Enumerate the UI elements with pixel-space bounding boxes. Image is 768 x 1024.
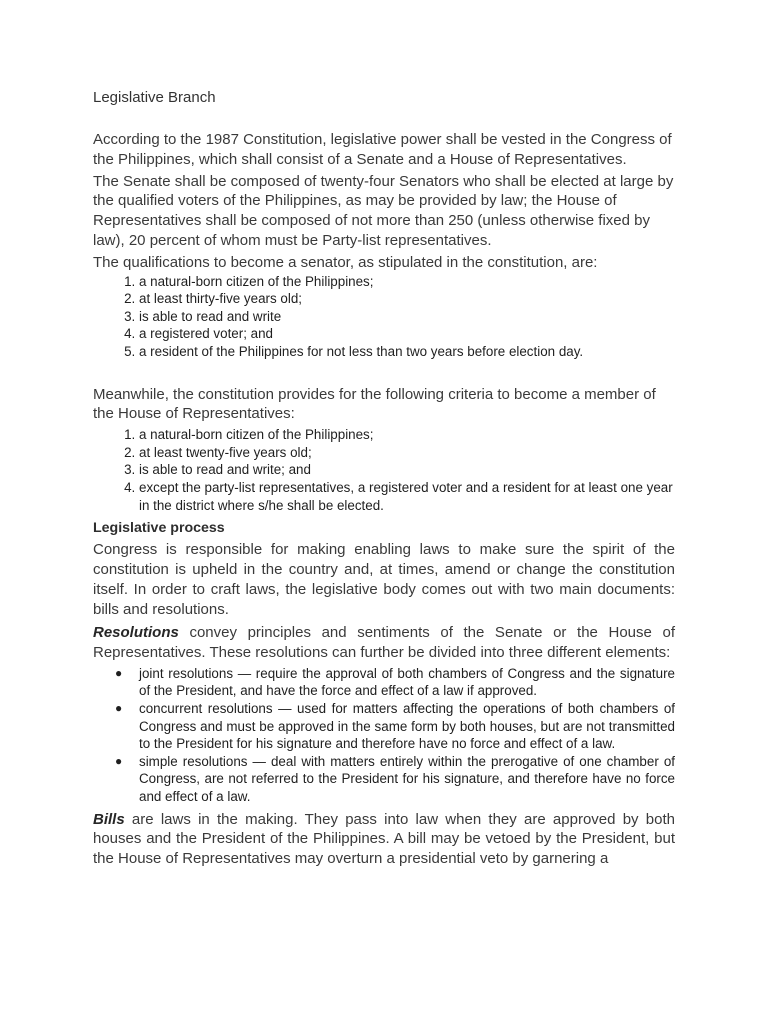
list-item (115, 665, 675, 700)
list-item: 2. at least thirty-five years old; (139, 290, 675, 308)
list-item: 5. a resident of the Philippines for not less than two years before election day. (139, 343, 675, 361)
legislative-process-paragraph: Congress is responsible for making enabling laws to make sure the spirit of the constitution is upheld in the country and, at times, amend or change the constitution itself. In order to craft laws, the legislative body comes out with two main documents: bills and resolutions. (93, 541, 675, 618)
list-item-text: concurrent resolutions — used for matters affecting the operations of both chambers of Congress and must be approved in the same form by both houses, but are not transmitted to the President for his signature and therefore have no force and effect of a law. (139, 701, 675, 752)
intro-paragraph-2: The Senate shall be composed of twenty-four Senators who shall be elected at large by the qualified voters of the Philippines, as may be provided by law; the House of Representatives shall be composed of not more than 250 (unless otherwise fixed by law), 20 percent of whom must be Party-list representatives. (93, 172, 674, 249)
house-qualifications-list (93, 426, 675, 514)
list-item-text: joint resolutions — require the approval of both chambers of Congress and the signature of the President, and have the force and effect of a law if approved. (139, 665, 675, 699)
bullet-icon: ● (115, 701, 123, 716)
document-title: Legislative Branch (93, 89, 216, 106)
list-item-text: simple resolutions — deal with matters entirely within the prerogative of one chamber of Congress, are not referred to the President for his signature, and therefore have no force and effect of a law. (139, 753, 675, 805)
bills-paragraph (93, 810, 675, 869)
legislative-process-heading: Legislative process (93, 520, 225, 537)
list-item: 1. a natural-born citizen of the Philippines; (139, 426, 675, 444)
list-item: 2. at least twenty-five years old; (139, 444, 675, 462)
intro-paragraph-1: According to the 1987 Constitution, legislative power shall be vested in the Congress of the Philippines, which shall consist of a Senate and a House of Representatives. (93, 131, 672, 168)
bills-text: are laws in the making. They pass into law when they are approved by both houses and the President of the Philippines. A bill may be vetoed by the President, but the House of Representatives may overturn a presidential veto by garnering a (93, 810, 675, 868)
resolution-types-list (93, 665, 675, 806)
bullet-icon: ● (115, 753, 123, 768)
bullet-icon: ● (115, 665, 123, 680)
resolutions-paragraph (93, 623, 675, 663)
list-item: 3. is able to read and write (139, 308, 675, 326)
list-item (115, 753, 675, 806)
list-item (115, 700, 675, 753)
bills-term: Bills (93, 810, 125, 828)
list-item: 1. a natural-born citizen of the Philippines; (139, 273, 675, 291)
document-page (93, 88, 675, 869)
senator-qualifications-intro: The qualifications to become a senator, as stipulated in the constitution, are: (93, 253, 598, 271)
senator-qualifications-list (93, 273, 675, 361)
list-item: 3. is able to read and write; and (139, 461, 675, 479)
house-qualifications-intro: Meanwhile, the constitution provides for the following criteria to become a member of the House of Representatives: (93, 385, 656, 423)
list-item: 4. a registered voter; and (139, 325, 675, 343)
resolutions-term: Resolutions (93, 624, 179, 642)
resolutions-text: convey principles and sentiments of the Senate or the House of Representatives. These resolutions can further be divided into three different elements: (93, 624, 675, 662)
list-item: 4. except the party-list representatives, a registered voter and a resident for at least one year in the district where s/he shall be elected. (139, 479, 675, 514)
